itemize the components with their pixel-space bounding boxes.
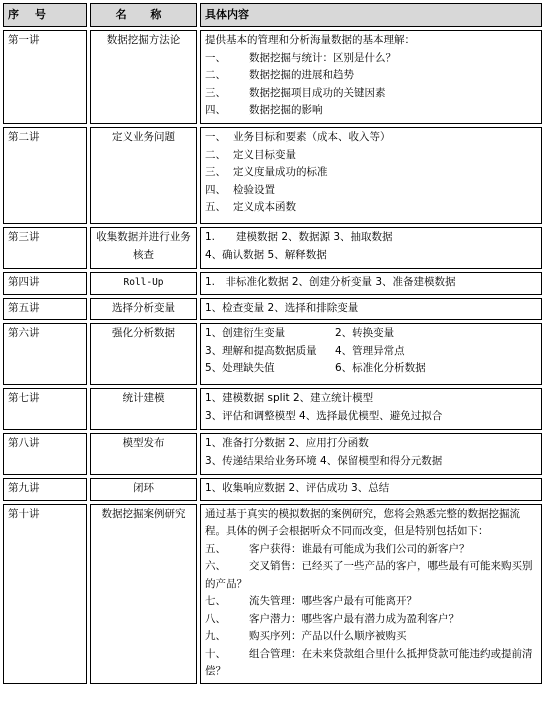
lecture-number: 第十讲 [3, 504, 87, 684]
content-line: 3、评估和调整模型 4、选择最优模型、避免过拟合 [205, 409, 443, 422]
table-row [3, 504, 542, 684]
content-item: 四、 检验设置 [205, 183, 275, 196]
lecture-content [200, 227, 542, 269]
table-row [3, 388, 542, 430]
lecture-number: 第四讲 [3, 272, 87, 295]
lecture-name: 数据挖掘案例研究 [90, 504, 197, 684]
header-num: 序 号 [3, 3, 87, 27]
lecture-name: 强化分析数据 [90, 323, 197, 385]
table-row [3, 323, 542, 385]
content-item: 六、 交叉销售：已经买了一些产品的客户，哪些最有可能来购买别的产品？ [205, 560, 533, 590]
content-line: 1、收集响应数据 2、评估成功 3、总结 [205, 482, 390, 494]
content-line: 1、检查变量 2、选择和排除变量 [205, 301, 359, 314]
content-item: 十、 组合管理：在未来贷款组合里什么抵押贷款可能违约或提前清偿？ [205, 647, 533, 677]
lecture-name: 定义业务问题 [90, 127, 197, 224]
content-line: 4、确认数据 5、解释数据 [205, 248, 327, 261]
content-item: 三、 数据挖掘项目成功的关键因素 [205, 86, 386, 99]
content-item: 九、 购买序列：产品以什么顺序被购买 [205, 630, 407, 642]
content-line: 1、建模数据 split 2、建立统计模型 [205, 392, 374, 404]
lecture-name: Roll-Up [90, 272, 197, 295]
content-item: 三、 定义度量成功的标准 [205, 166, 328, 178]
table-row [3, 298, 542, 321]
content-pair: 1、创建衍生变量 2、转换变量 [205, 327, 395, 339]
table-row [3, 272, 542, 295]
lecture-content [200, 478, 542, 501]
lecture-name: 数据挖掘方法论 [90, 30, 197, 124]
header-name: 名 称 [90, 3, 197, 27]
header-content: 具体内容 [200, 3, 542, 27]
content-intro: 通过基于真实的模拟数据的案例研究，您将会熟悉完整的数据挖掘流程。具体的例子会根据听众不同而改变，但是特别包括如下： [205, 507, 520, 537]
content-item: 一、 数据挖掘与统计：区别是什么？ [205, 51, 396, 64]
content-item: 二、 定义目标变量 [205, 148, 296, 161]
lecture-number: 第八讲 [3, 433, 87, 475]
table-row [3, 433, 542, 475]
content-item: 四、 数据挖掘的影响 [205, 104, 323, 116]
content-line: 1、准备打分数据 2、应用打分函数 [205, 437, 369, 449]
table-row [3, 30, 542, 124]
lecture-content [200, 127, 542, 224]
content-item: 五、 客户获得：谁最有可能成为我们公司的新客户？ [205, 542, 470, 555]
lecture-number: 第一讲 [3, 30, 87, 124]
lecture-name: 闭环 [90, 478, 197, 501]
lecture-content [200, 272, 542, 295]
lecture-number: 第九讲 [3, 478, 87, 501]
lecture-name: 统计建模 [90, 388, 197, 430]
content-intro: 提供基本的管理和分析海量数据的基本理解： [205, 34, 415, 46]
lecture-content [200, 30, 542, 124]
lecture-content [200, 388, 542, 430]
table-row [3, 127, 542, 224]
lecture-number: 第二讲 [3, 127, 87, 224]
content-item: 五、 定义成本函数 [205, 201, 296, 213]
content-line: 1. 非标准化数据 2、创建分析变量 3、准备建模数据 [205, 276, 456, 288]
lecture-number: 第三讲 [3, 227, 87, 269]
header-row [3, 3, 542, 27]
content-item: 一、 业务目标和要素（成本、收入等） [205, 131, 391, 143]
content-line: 1. 建模数据 2、数据源 3、抽取数据 [205, 231, 393, 243]
lecture-content [200, 504, 542, 684]
lecture-name: 收集数据并进行业务核查 [90, 227, 197, 269]
lecture-number: 第五讲 [3, 298, 87, 321]
content-pair: 3、理解和提高数据质量 4、管理异常点 [205, 344, 405, 357]
lecture-number: 第七讲 [3, 388, 87, 430]
lecture-content [200, 433, 542, 475]
content-item: 八、 客户潜力：哪些客户最有潜力成为盈利客户？ [205, 612, 459, 625]
content-item: 七、 流失管理：哪些客户最有可能离开？ [205, 595, 417, 607]
table-row [3, 227, 542, 269]
lecture-content [200, 323, 542, 385]
lecture-number: 第六讲 [3, 323, 87, 385]
content-line: 3、传递结果给业务环境 4、保留模型和得分元数据 [205, 454, 443, 467]
content-pair: 5、处理缺失值 6、标准化分析数据 [205, 362, 426, 374]
table-row [3, 478, 542, 501]
lecture-name: 模型发布 [90, 433, 197, 475]
lecture-name: 选择分析变量 [90, 298, 197, 321]
content-item: 二、 数据挖掘的进展和趋势 [205, 69, 354, 81]
lecture-content [200, 298, 542, 321]
